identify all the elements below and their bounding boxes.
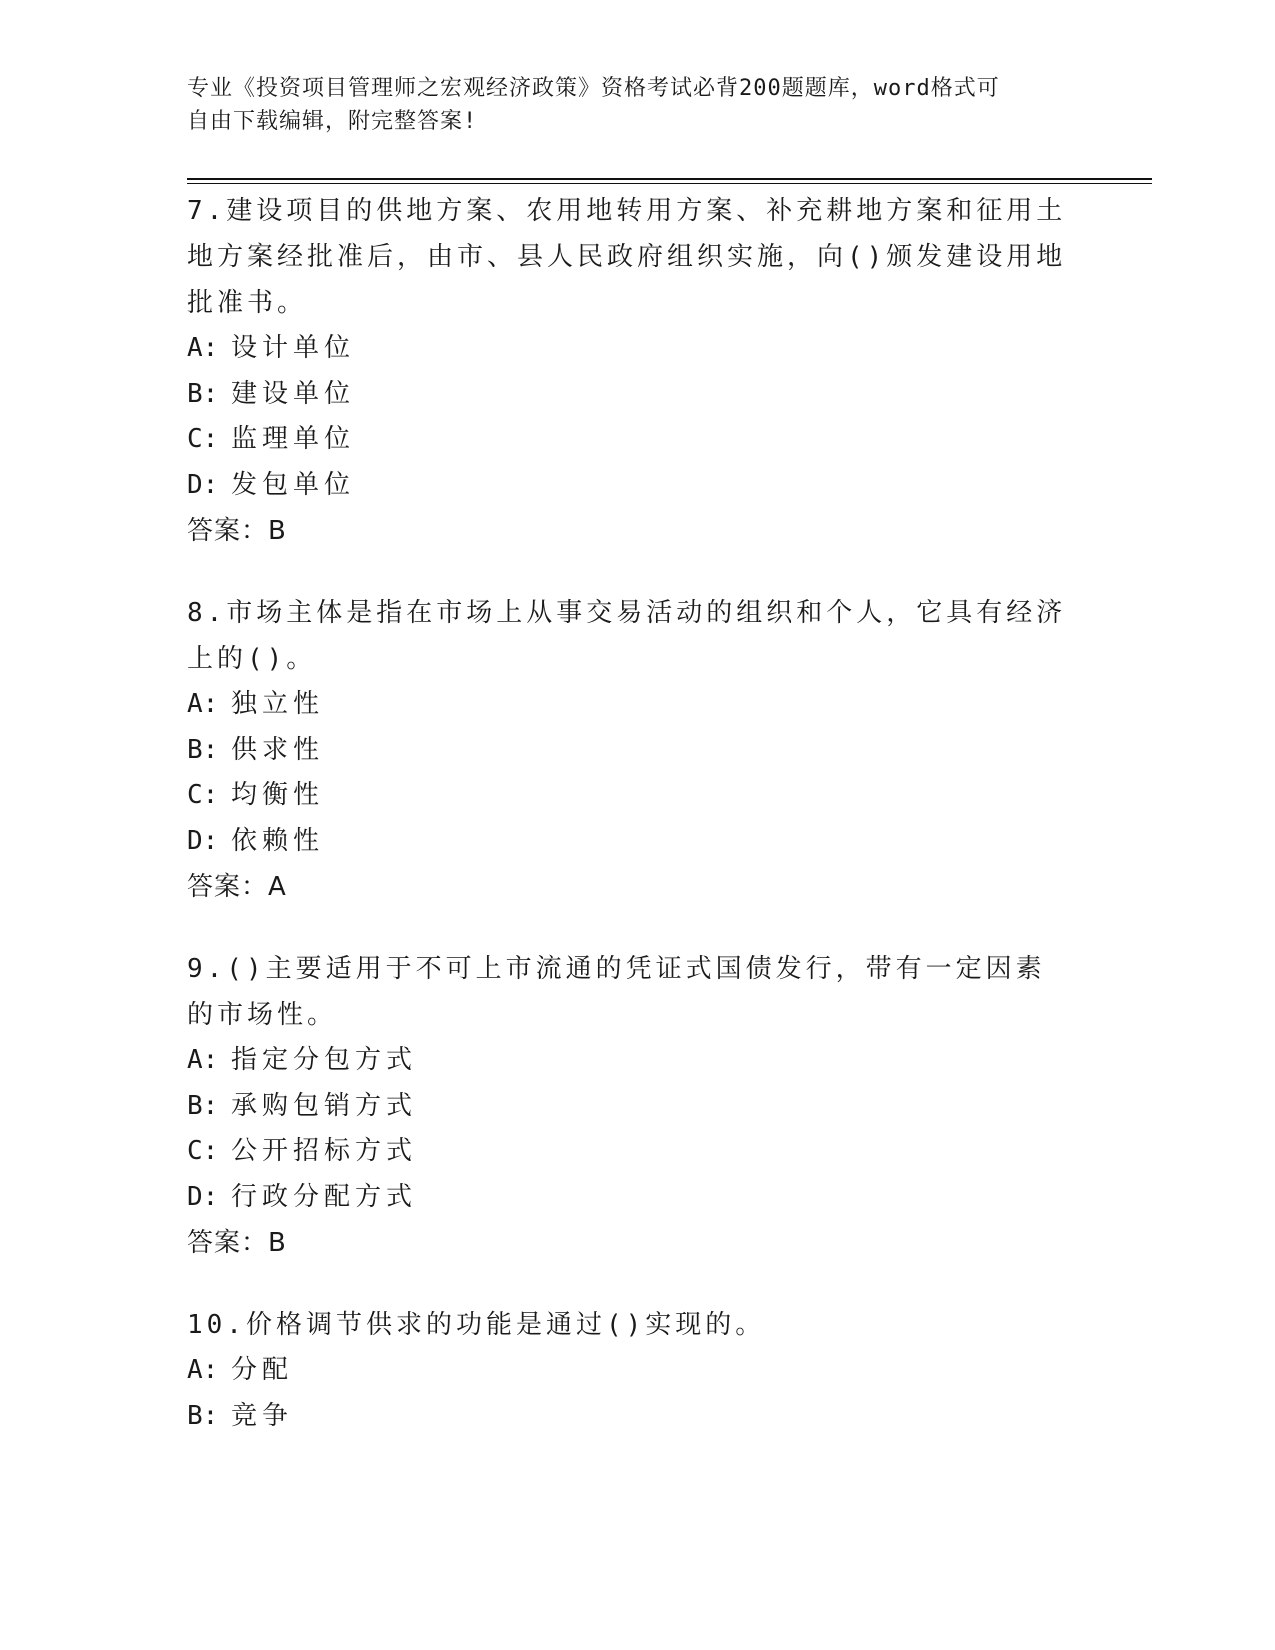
answer-line: 答案：B bbox=[187, 516, 287, 546]
option-letter: B: bbox=[187, 1090, 219, 1121]
option-d bbox=[187, 463, 1067, 509]
option-letter: D: bbox=[187, 469, 219, 500]
question-text: 9.()主要适用于不可上市流通的凭证式国债发行，带有一定因素的市场性。 bbox=[187, 954, 1046, 1030]
option-text: 行政分配方式 bbox=[231, 1181, 418, 1212]
option-letter: B: bbox=[187, 734, 219, 765]
answer-line: 答案：B bbox=[187, 1228, 287, 1258]
option-letter: A: bbox=[187, 1355, 219, 1385]
option-d bbox=[187, 819, 1067, 865]
option-b bbox=[187, 728, 1067, 774]
option-letter: D: bbox=[187, 1181, 219, 1212]
option-text: 分配 bbox=[231, 1355, 294, 1385]
question-text: 10.价格调节供求的功能是通过()实现的。 bbox=[187, 1310, 766, 1340]
option-letter: C: bbox=[187, 780, 219, 810]
option-c bbox=[187, 1129, 1067, 1175]
option-b bbox=[187, 372, 1067, 418]
document-header bbox=[187, 72, 1067, 138]
option-text: 依赖性 bbox=[231, 825, 325, 856]
option-letter: A: bbox=[187, 689, 219, 719]
option-letter: C: bbox=[187, 424, 219, 454]
option-a bbox=[187, 326, 1067, 372]
option-letter: A: bbox=[187, 1045, 219, 1075]
option-text: 发包单位 bbox=[231, 469, 356, 500]
question-item bbox=[187, 590, 1067, 910]
question-text: 8.市场主体是指在市场上从事交易活动的组织和个人，它具有经济上的()。 bbox=[187, 598, 1067, 674]
option-text: 均衡性 bbox=[231, 780, 325, 810]
option-text: 公开招标方式 bbox=[231, 1136, 418, 1166]
question-text: 7.建设项目的供地方案、农用地转用方案、补充耕地方案和征用土地方案经批准后，由市、县人民政府组织实施，向()颁发建设用地批准书。 bbox=[187, 196, 1067, 318]
question-item bbox=[187, 946, 1067, 1266]
option-letter: B: bbox=[187, 1400, 219, 1431]
option-a bbox=[187, 1038, 1067, 1084]
option-c bbox=[187, 417, 1067, 463]
option-text: 承购包销方式 bbox=[231, 1090, 418, 1121]
option-d bbox=[187, 1175, 1067, 1221]
option-b bbox=[187, 1084, 1067, 1130]
option-text: 竞争 bbox=[231, 1400, 294, 1431]
option-a bbox=[187, 682, 1067, 728]
option-text: 建设单位 bbox=[231, 378, 356, 409]
option-letter: C: bbox=[187, 1136, 219, 1166]
header-divider bbox=[187, 178, 1152, 184]
question-item bbox=[187, 1302, 1067, 1439]
option-b bbox=[187, 1394, 1067, 1440]
option-text: 指定分包方式 bbox=[231, 1045, 418, 1075]
option-text: 供求性 bbox=[231, 734, 325, 765]
answer-line: 答案：A bbox=[187, 872, 287, 902]
option-letter: B: bbox=[187, 378, 219, 409]
option-c bbox=[187, 773, 1067, 819]
option-text: 设计单位 bbox=[231, 333, 356, 363]
option-letter: A: bbox=[187, 333, 219, 363]
question-item bbox=[187, 188, 1067, 554]
header-line-2: 自由下载编辑，附完整答案! bbox=[187, 109, 478, 134]
option-text: 独立性 bbox=[231, 689, 325, 719]
header-line-1: 专业《投资项目管理师之宏观经济政策》资格考试必背200题题库，word格式可 bbox=[187, 76, 1000, 101]
option-letter: D: bbox=[187, 825, 219, 856]
option-text: 监理单位 bbox=[231, 424, 356, 454]
option-a bbox=[187, 1348, 1067, 1394]
question-list bbox=[187, 188, 1067, 1475]
